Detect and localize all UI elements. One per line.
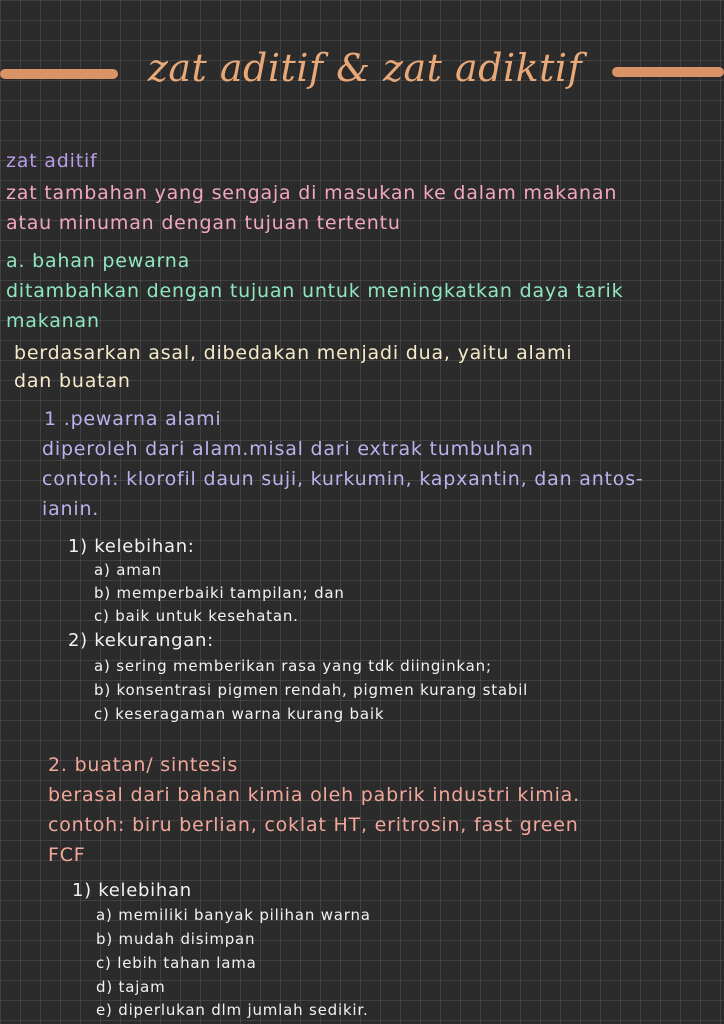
sub-a-heading: a. bahan pewarna [6, 250, 191, 272]
buatan-kelebihan-item: d) tajam [96, 978, 166, 996]
title-banner [0, 38, 724, 108]
sub-a-intro-line-1: berdasarkan asal, dibedakan menjadi dua, yaitu alami [14, 342, 573, 364]
buatan-kelebihan-item: a) memiliki banyak pilihan warna [96, 906, 371, 924]
buatan-kelebihan-item: b) mudah disimpan [96, 930, 256, 948]
alami-kekurangan-item: c) keseragaman warna kurang baik [94, 705, 385, 723]
alami-kelebihan-item: a) aman [94, 561, 162, 579]
alami-desc: diperoleh dari alam.misal dari extrak tumbuhan [42, 438, 534, 460]
sub-a-intro-line-2: dan buatan [14, 370, 131, 392]
sub-a-desc-line-1: ditambahkan dengan tujuan untuk meningkatkan daya tarik [6, 280, 624, 302]
buatan-contoh-line-2: FCF [48, 844, 86, 866]
title-right-brush-stroke [612, 67, 724, 77]
buatan-kelebihan-title: 1) kelebihan [72, 880, 192, 901]
section-heading: zat aditif [6, 150, 98, 172]
sub-a-desc-line-2: makanan [6, 310, 100, 332]
alami-contoh-line-1: contoh: klorofil daun suji, kurkumin, kapxantin, dan antos- [42, 468, 644, 490]
definition-line-1: zat tambahan yang sengaja di masukan ke dalam makanan [6, 182, 618, 204]
page-title: zat aditif & zat adiktif [147, 46, 583, 90]
alami-kelebihan-title: 1) kelebihan: [68, 536, 195, 557]
buatan-desc: berasal dari bahan kimia oleh pabrik industri kimia. [48, 784, 580, 806]
buatan-kelebihan-item: e) diperlukan dlm jumlah sedikir. [96, 1001, 369, 1019]
alami-kelebihan-item: c) baik untuk kesehatan. [94, 607, 299, 625]
alami-kekurangan-item: a) sering memberikan rasa yang tdk diinginkan; [94, 657, 492, 675]
alami-kekurangan-item: b) konsentrasi pigmen rendah, pigmen kurang stabil [94, 681, 529, 699]
buatan-contoh-line-1: contoh: biru berlian, coklat HT, eritrosin, fast green [48, 814, 579, 836]
alami-kelebihan-item: b) memperbaiki tampilan; dan [94, 584, 345, 602]
alami-kekurangan-title: 2) kekurangan: [68, 630, 214, 651]
alami-contoh-line-2: ianin. [42, 498, 100, 520]
definition-line-2: atau minuman dengan tujuan tertentu [6, 212, 401, 234]
buatan-kelebihan-item: c) lebih tahan lama [96, 954, 257, 972]
buatan-heading: 2. buatan/ sintesis [48, 754, 239, 776]
alami-heading: 1 .pewarna alami [44, 408, 222, 430]
title-left-brush-stroke [0, 69, 118, 79]
